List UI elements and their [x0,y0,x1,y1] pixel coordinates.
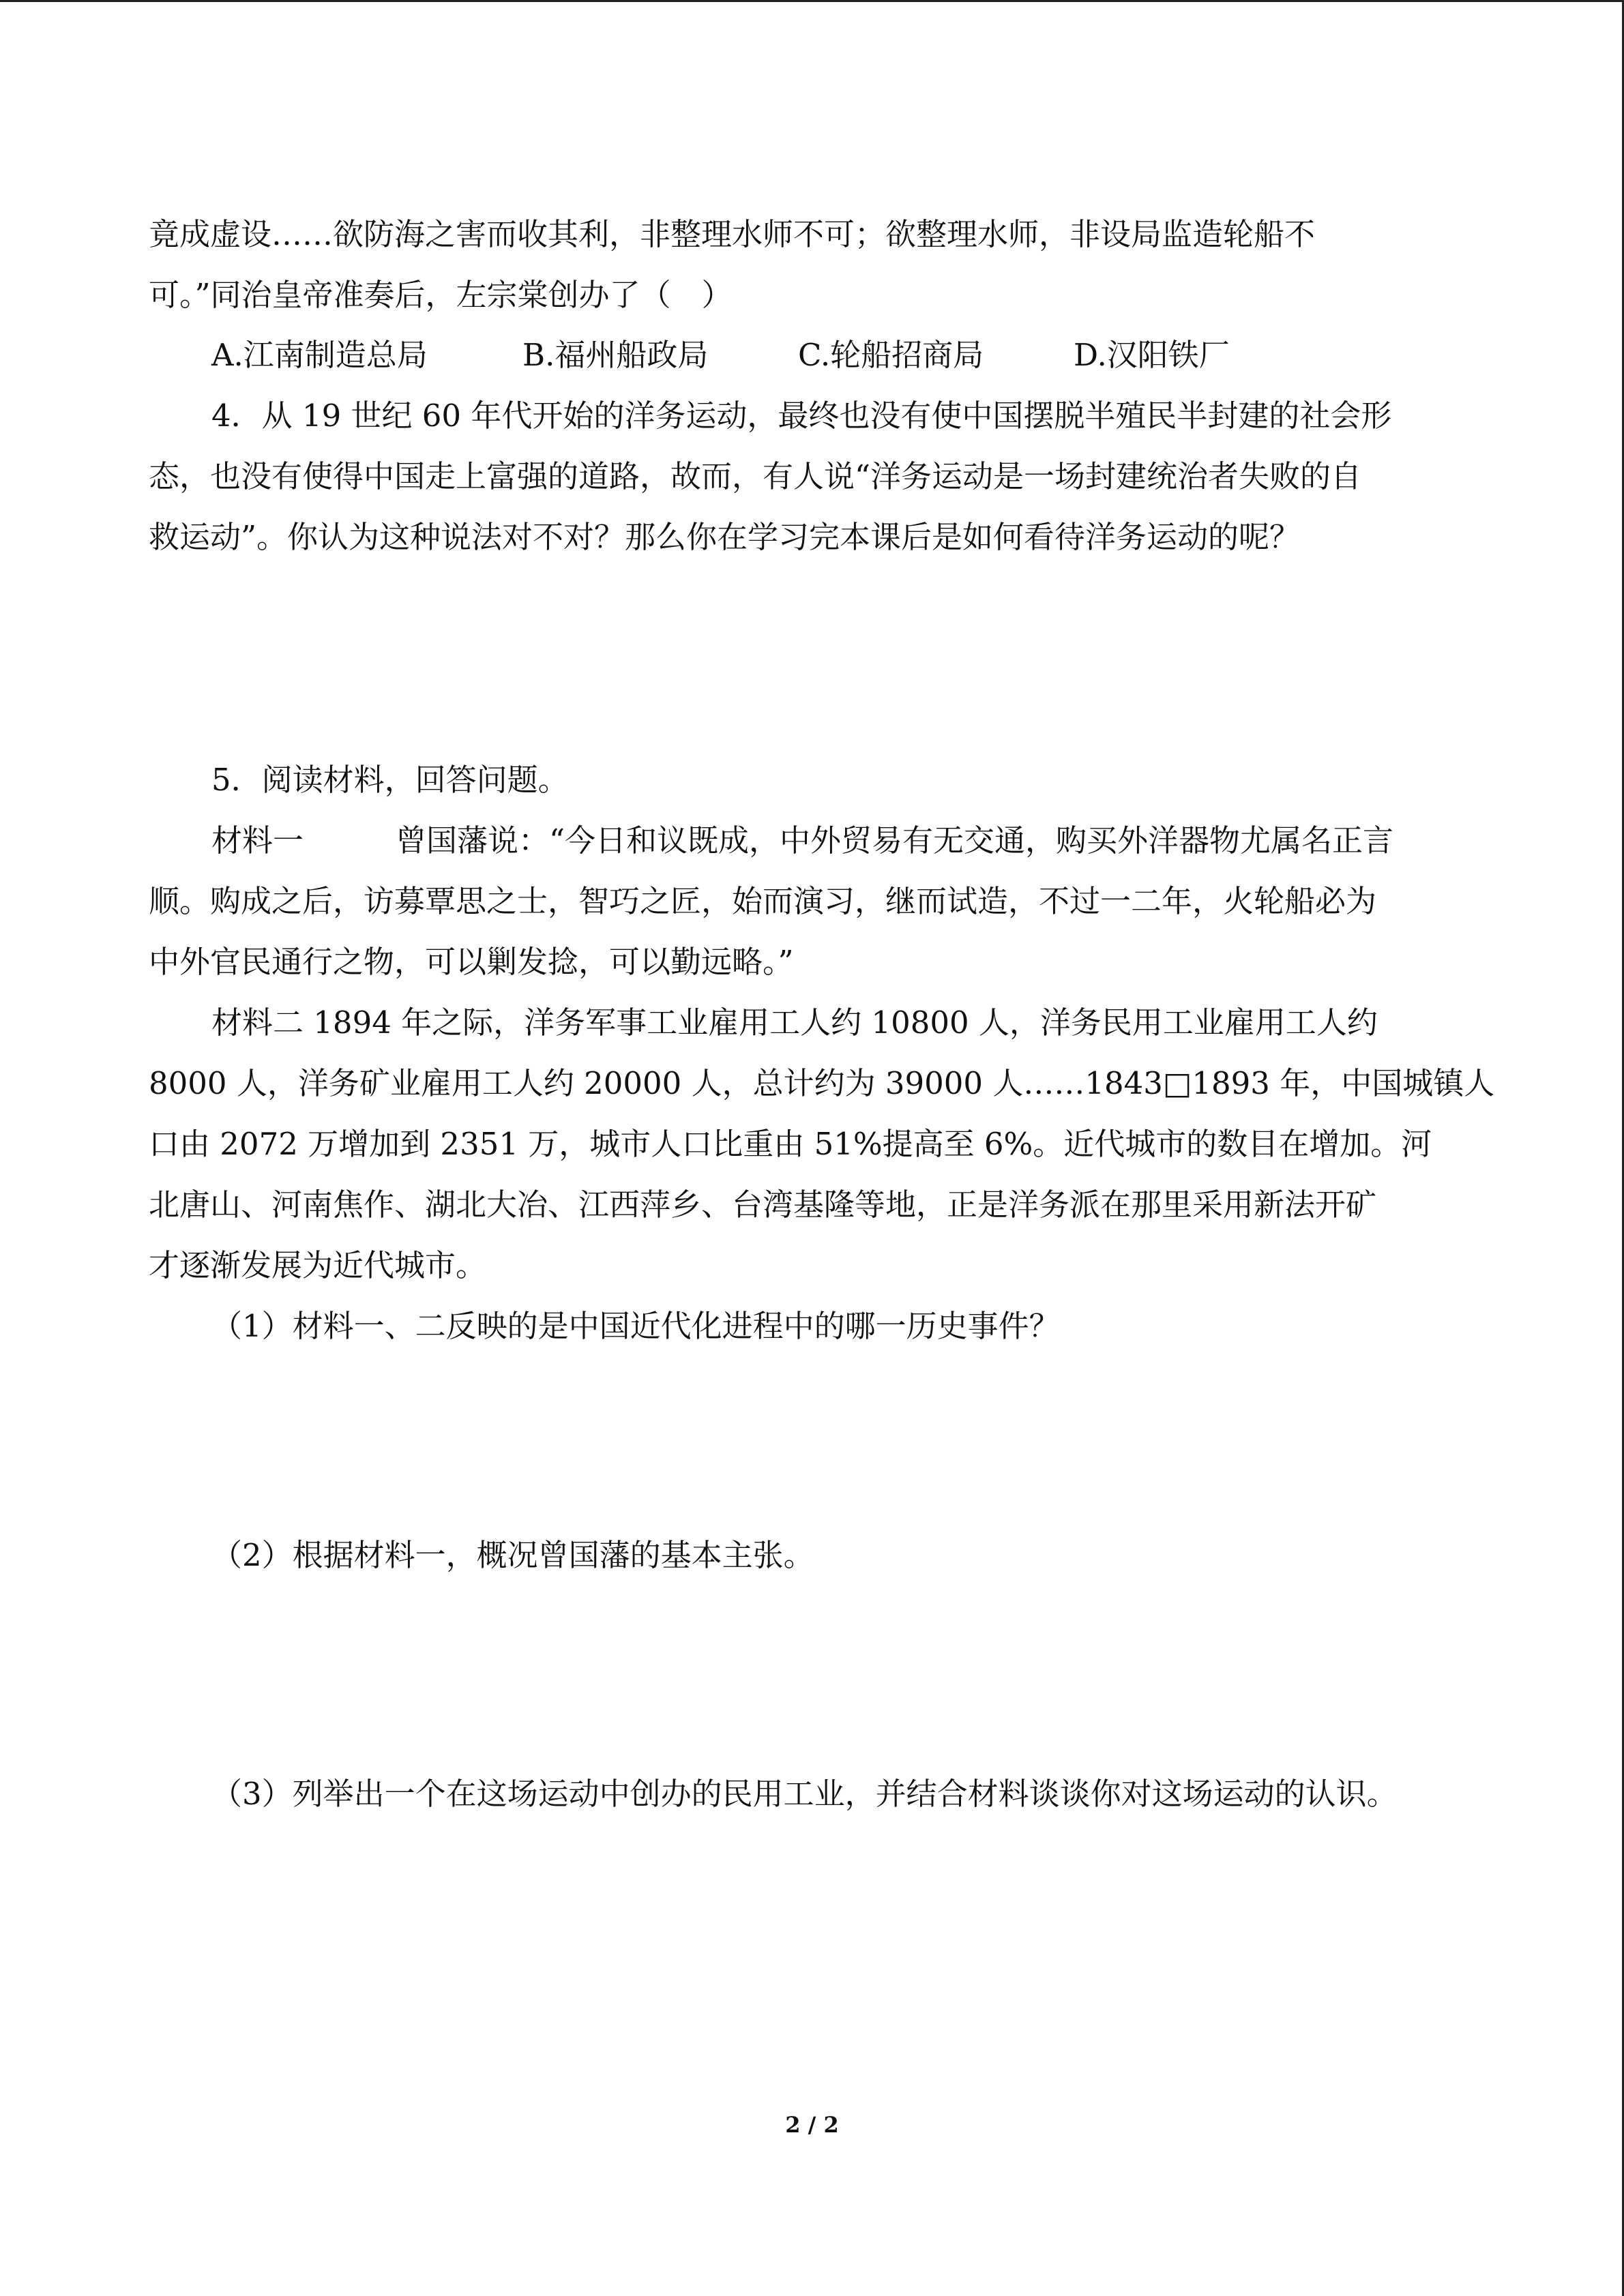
q4-line-3: 救运动”。你认为这种说法对不对？那么你在学习完本课后是如何看待洋务运动的呢？ [149,519,1301,555]
option-a: A.江南制造总局 [211,337,428,373]
material-2-line-2: 8000 人，洋务矿业雇用工人约 20000 人，总计约为 39000 人……1843□1893 年，中国城镇人 [149,1065,1495,1101]
sub-question-2: （2）根据材料一，概况曾国藩的基本主张。 [211,1537,814,1573]
page-number: 2 / 2 [785,2112,839,2138]
q5-heading: 5．阅读材料，回答问题。 [211,762,569,798]
sub-question-3: （3）列举出一个在这场运动中创办的民用工业，并结合材料谈谈你对这场运动的认识。 [211,1776,1398,1812]
option-c: C.轮船招商局 [798,337,984,373]
material-1-line-3: 中外官民通行之物，可以剿发捻，可以勤远略。” [149,944,794,980]
option-d: D.汉阳铁厂 [1074,337,1230,373]
q4-line-2: 态，也没有使得中国走上富强的道路，故而，有人说“洋务运动是一场封建统治者失败的自 [149,458,1362,494]
q3-line-2: 可。”同治皇帝准奏后，左宗棠创办了（ ） [149,277,733,313]
material-2-line-4: 北唐山、河南焦作、湖北大冶、江西萍乡、台湾基隆等地，正是洋务派在那里采用新法开矿 [149,1187,1377,1223]
page-border-top [0,0,1624,2]
material-2-line-3: 口由 2072 万增加到 2351 万，城市人口比重由 51%提高至 6%。近代城市的数目在增加。河 [149,1126,1432,1162]
material-1-line-2: 顺。购成之后，访募覃思之士，智巧之匠，始而演习，继而试造，不过一二年，火轮船必为 [149,883,1377,919]
q3-line-1: 竟成虚设……欲防海之害而收其利，非整理水师不可；欲整理水师，非设局监造轮船不 [149,216,1316,252]
sub-question-1: （1）材料一、二反映的是中国近代化进程中的哪一历史事件？ [211,1308,1060,1344]
material-1-line-1: 材料一 曾国藩说：“今日和议既成，中外贸易有无交通，购买外洋器物尤属名正言 [211,822,1394,859]
material-2-line-5: 才逐渐发展为近代城市。 [149,1247,487,1283]
option-b: B.福州船政局 [522,337,709,373]
q4-line-1: 4．从 19 世纪 60 年代开始的洋务运动，最终也没有使中国摆脱半殖民半封建的社会形 [211,398,1392,434]
material-2-line-1: 材料二 1894 年之际，洋务军事工业雇用工人约 10800 人，洋务民用工业雇用工人约 [211,1004,1378,1041]
